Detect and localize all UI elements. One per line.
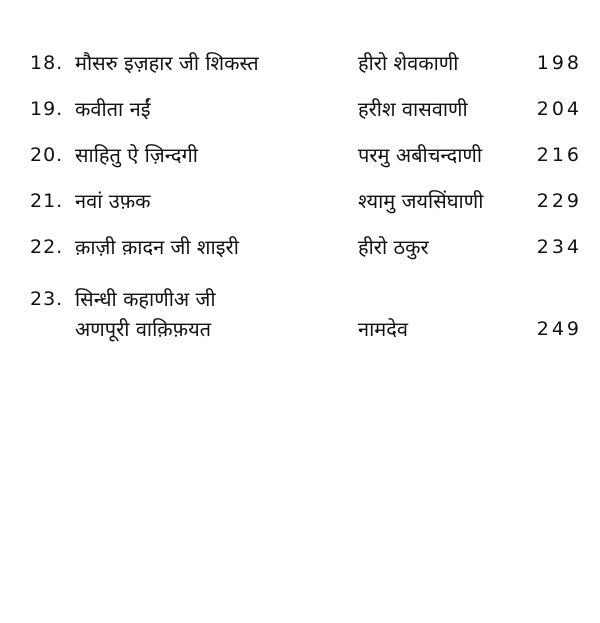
entry-title: साहितु ऐ ज़िन्दगी <box>75 143 198 167</box>
toc-entry-23 <box>0 282 600 346</box>
entry-author: हीरो शेवकाणी <box>358 51 459 75</box>
entry-number: 22. <box>30 236 64 258</box>
entry-number: 21. <box>30 190 64 212</box>
entry-author: हीरो ठकुर <box>358 235 429 259</box>
entry-page-number: 229 <box>536 190 582 212</box>
entry-page-number: 249 <box>536 318 582 340</box>
entry-page-number: 198 <box>536 52 582 74</box>
entry-title: कवीता नईं <box>75 97 151 121</box>
entry-number: 23. <box>30 288 64 310</box>
entry-page-number: 204 <box>536 98 582 120</box>
entry-title-line2: अणपूरी वाक़िफ़यत <box>75 317 212 341</box>
toc-entry-22 <box>0 230 600 264</box>
entry-title: मौसरु इज़हार जी शिकस्त <box>75 51 259 75</box>
entry-number: 18. <box>30 52 64 74</box>
entry-title: क़ाज़ी क़ादन जी शाइरी <box>75 235 239 259</box>
entry-author: नामदेव <box>358 317 408 341</box>
entry-number: 19. <box>30 98 64 120</box>
toc-entry-20 <box>0 138 600 172</box>
entry-number: 20. <box>30 144 64 166</box>
entry-author: श्यामु जयसिंघाणी <box>358 189 484 213</box>
entry-page-number: 216 <box>536 144 582 166</box>
toc-entry-21 <box>0 184 600 218</box>
entry-author: परमु अबीचन्दाणी <box>358 143 483 167</box>
toc-entry-19 <box>0 92 600 126</box>
toc-entry-18 <box>0 46 600 80</box>
entry-author: हरीश वासवाणी <box>358 97 468 121</box>
entry-page-number: 234 <box>536 236 582 258</box>
entry-title-line1: सिन्धी कहाणीअ जी <box>75 287 216 311</box>
entry-title: नवां उफ़क <box>75 189 151 213</box>
